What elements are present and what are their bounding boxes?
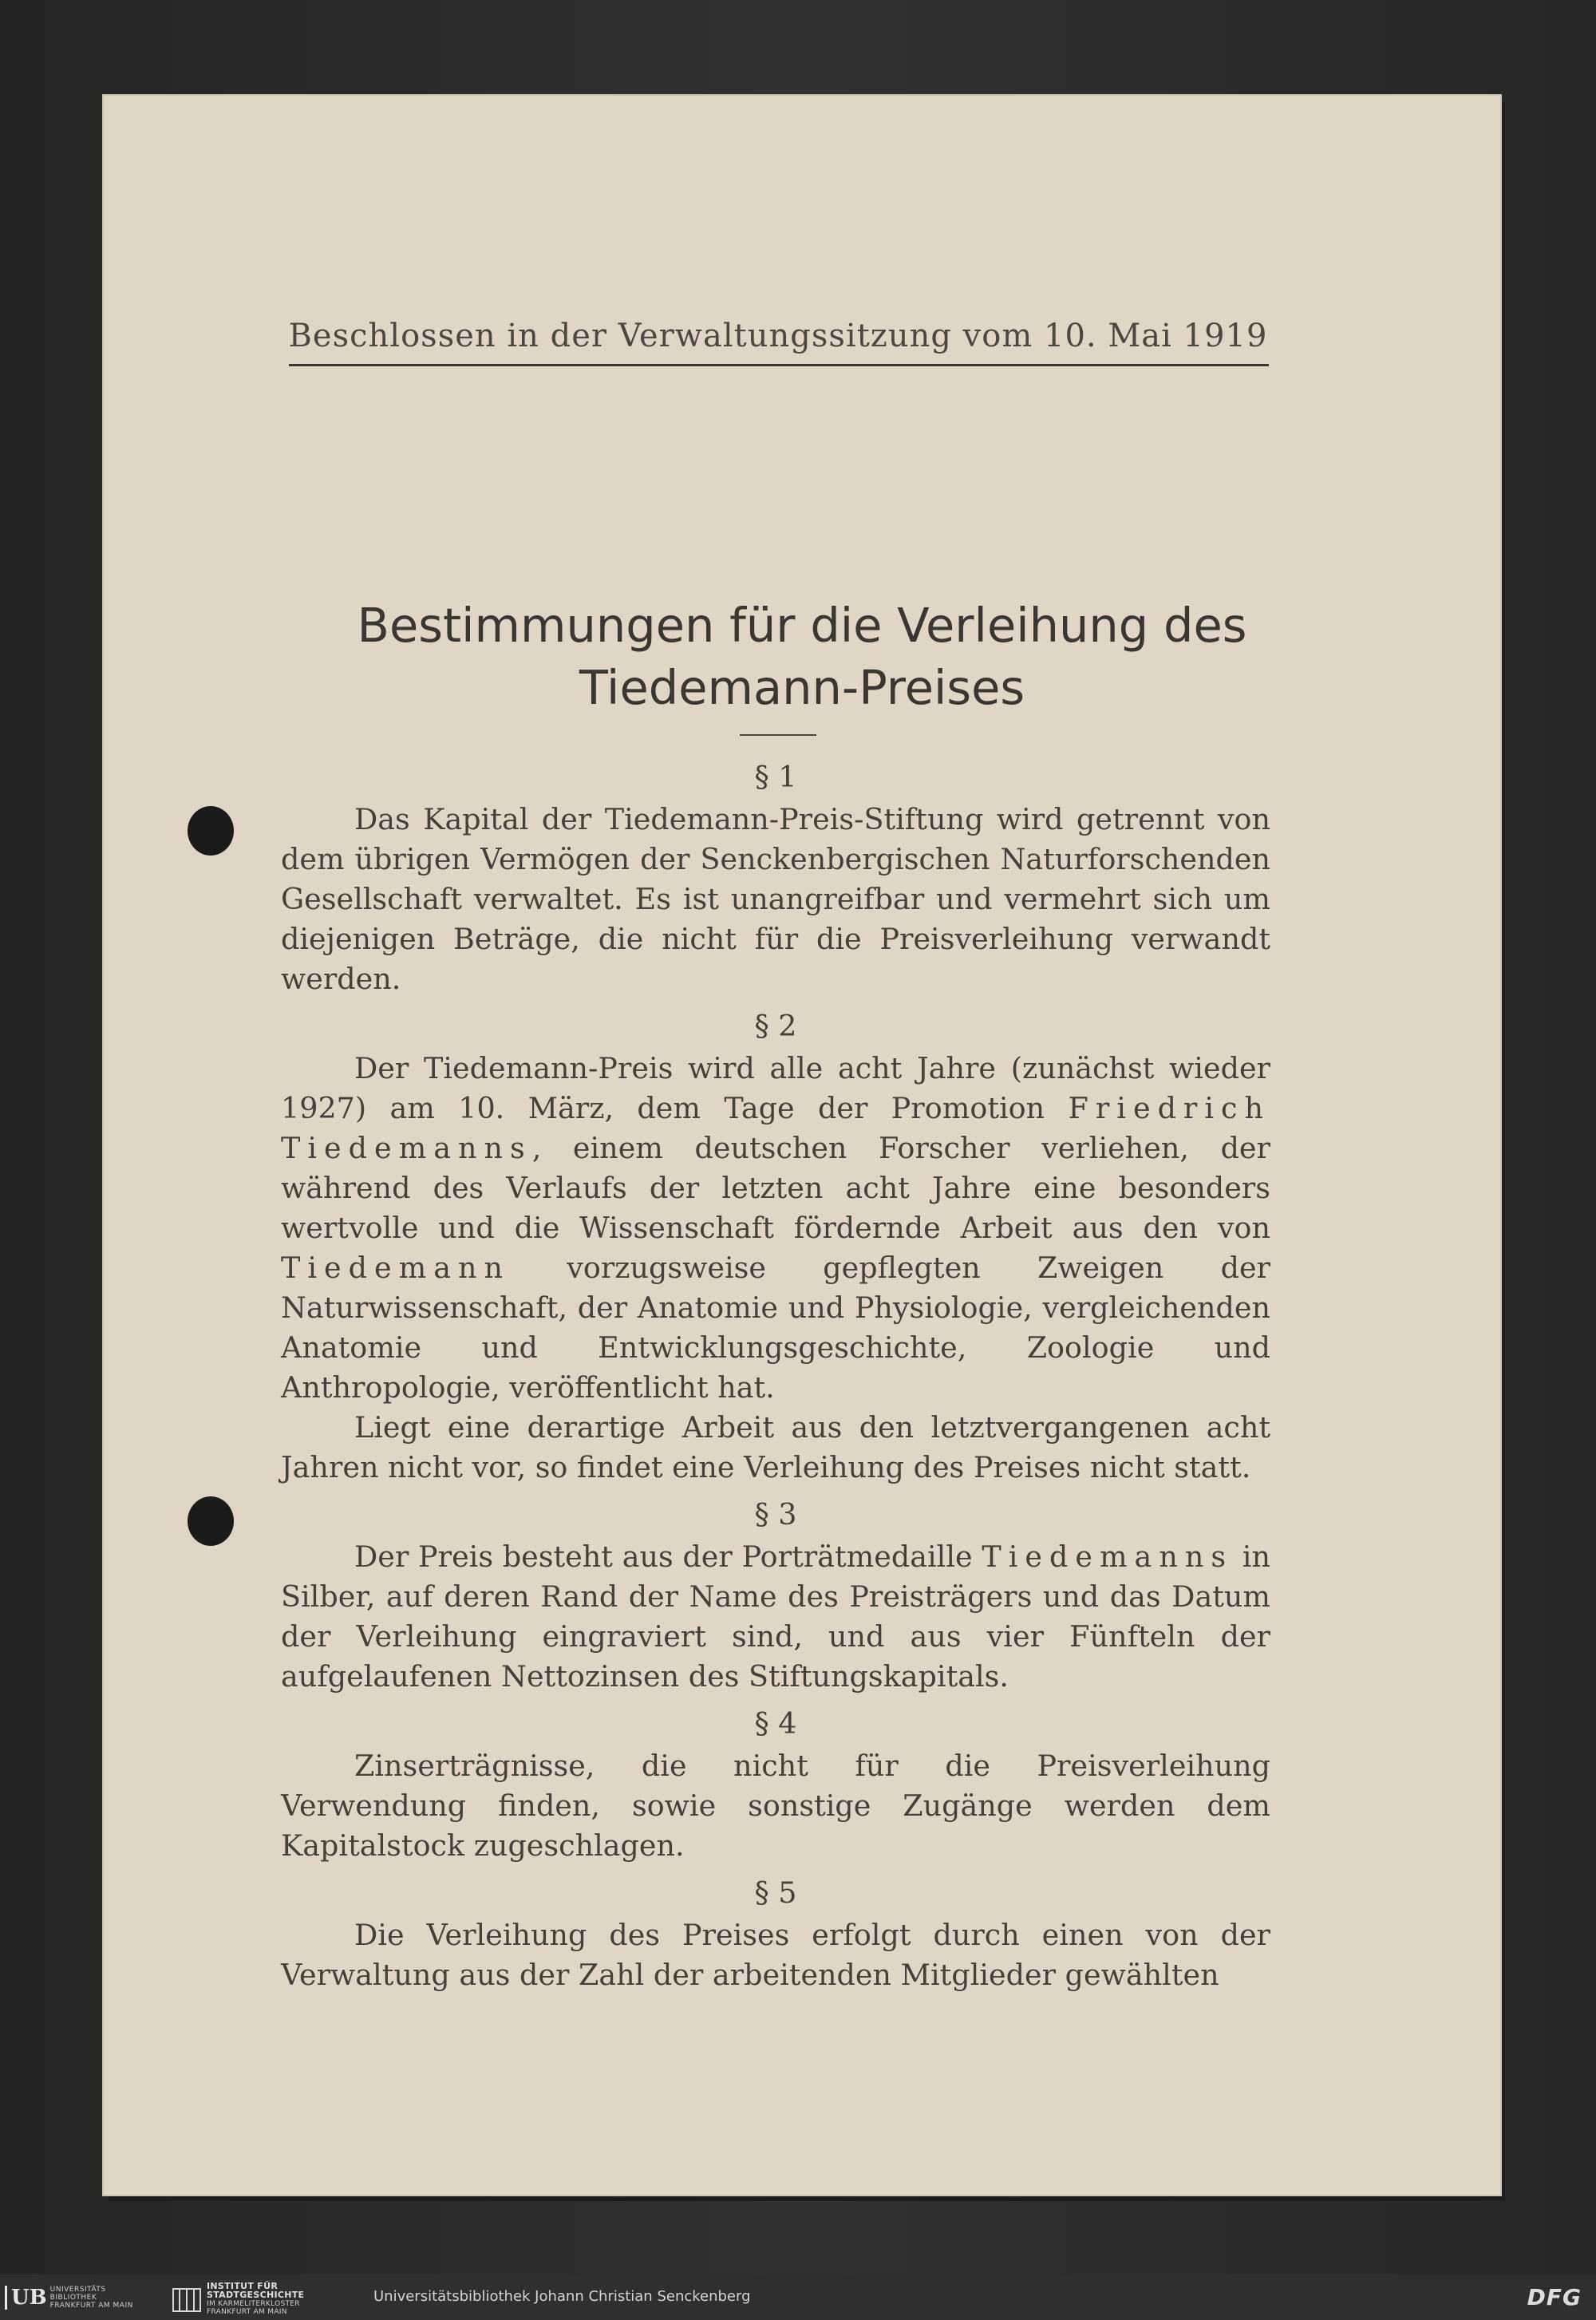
viewer-footer: [0, 2275, 1596, 2320]
spaced-name: Friedrich Tiedemanns: [281, 1091, 1270, 1165]
institute-logo-line: IM KARMELITERKLOSTER: [207, 2300, 300, 2308]
punch-hole: [188, 1496, 234, 1546]
institute-logo-text: [207, 2282, 304, 2316]
section-3-heading: § 3: [754, 1497, 797, 1532]
section-1-text: Das Kapital der Tiedemann-Preis-Stiftung wird getrennt von dem übrigen Vermögen der Senckenbergischen Naturforschenden Gesellschaft verwaltet. Es ist unangreifbar und vermehrt sich um diejenigen Beträge, die nicht für die Preisverleihung verwandt werden.: [281, 802, 1270, 996]
section-2-text-part: Der Tiedemann-Preis wird alle acht Jahre (zunächst wieder 1927) am 10. März, dem Tage der Promotion: [281, 1051, 1270, 1125]
title-line-2: Tiedemann-Preises: [579, 660, 1025, 715]
ub-logo-text: [50, 2286, 133, 2310]
header-underline: [289, 364, 1269, 366]
section-4-text: Zinserträgnisse, die nicht für die Preisverleihung Verwendung finden, sowie sonstige Zugänge werden dem Kapitalstock zugeschlagen.: [281, 1749, 1270, 1863]
dfg-logo[interactable]: DFG: [1527, 2284, 1582, 2310]
ub-logo-line: FRANKFURT AM MAIN: [49, 2302, 133, 2310]
document-page: [104, 96, 1500, 2195]
institute-logo-line: FRANKFURT AM MAIN: [207, 2308, 287, 2316]
spaced-name: Tiedemanns: [982, 1539, 1234, 1574]
section-2-text: [281, 1049, 1270, 1408]
section-2-heading: § 2: [754, 1009, 797, 1043]
section-2-text-part: , einem deutschen Forscher verliehen, der während des Verlaufs der letzten acht Jahre eine besonders wertvolle und die Wissenschaft fördernde Arbeit aus den von: [281, 1131, 1270, 1245]
spaced-name: Tiedemann: [281, 1251, 510, 1285]
statute-body: [281, 750, 1270, 1995]
section-4-heading: § 4: [754, 1706, 797, 1741]
section-5-text: Die Verleihung des Preises erfolgt durch einen von der Verwaltung aus der Zahl der arbeitenden Mitglieder gewählten: [281, 1918, 1270, 1992]
institute-logo-line: INSTITUT FÜR: [207, 2281, 279, 2291]
section-3-text: [281, 1537, 1270, 1697]
ub-logo-mark: UB: [5, 2286, 47, 2310]
institute-logo-line: STADTGESCHICHTE: [207, 2290, 305, 2300]
resolution-header: Beschlossen in der Verwaltungssitzung vom 10. Mai 1919: [288, 318, 1268, 354]
institute-emblem-icon: [172, 2284, 202, 2314]
section-3-text-part: in Silber, auf deren Rand der Name des Preisträgers und das Datum der Verleihung eingraviert sind, und aus vier Fünfteln der aufgelaufenen Nettozinsen des Stiftungskapitals.: [281, 1539, 1270, 1694]
library-name: Universitätsbibliothek Johann Christian Senckenberg: [373, 2288, 751, 2305]
section-1-heading: § 1: [754, 760, 797, 794]
ub-logo[interactable]: [5, 2282, 133, 2313]
title-divider: [740, 734, 816, 736]
section-3-text-part: Der Preis besteht aus der Porträtmedaille: [354, 1539, 982, 1574]
title-line-1: Bestimmungen für die Verleihung des: [357, 598, 1247, 653]
section-5-heading: § 5: [754, 1875, 797, 1910]
institute-logo[interactable]: [172, 2282, 304, 2316]
section-2-text-part: vorzugsweise gepflegten Zweigen der Naturwissenschaft, der Anatomie und Physiologie, vergleichenden Anatomie und Entwicklungsgeschichte, Zoologie und Anthropologie, veröffentlicht hat.: [281, 1251, 1270, 1405]
document-title: [223, 595, 1381, 719]
ub-logo-line: UNIVERSITÄTS: [49, 2286, 106, 2294]
punch-hole: [188, 806, 234, 856]
ub-logo-line: BIBLIOTHEK: [49, 2294, 97, 2302]
section-2-text-2: Liegt eine derartige Arbeit aus den letztvergangenen acht Jahren nicht vor, so findet eine Verleihung des Preises nicht statt.: [281, 1410, 1270, 1484]
